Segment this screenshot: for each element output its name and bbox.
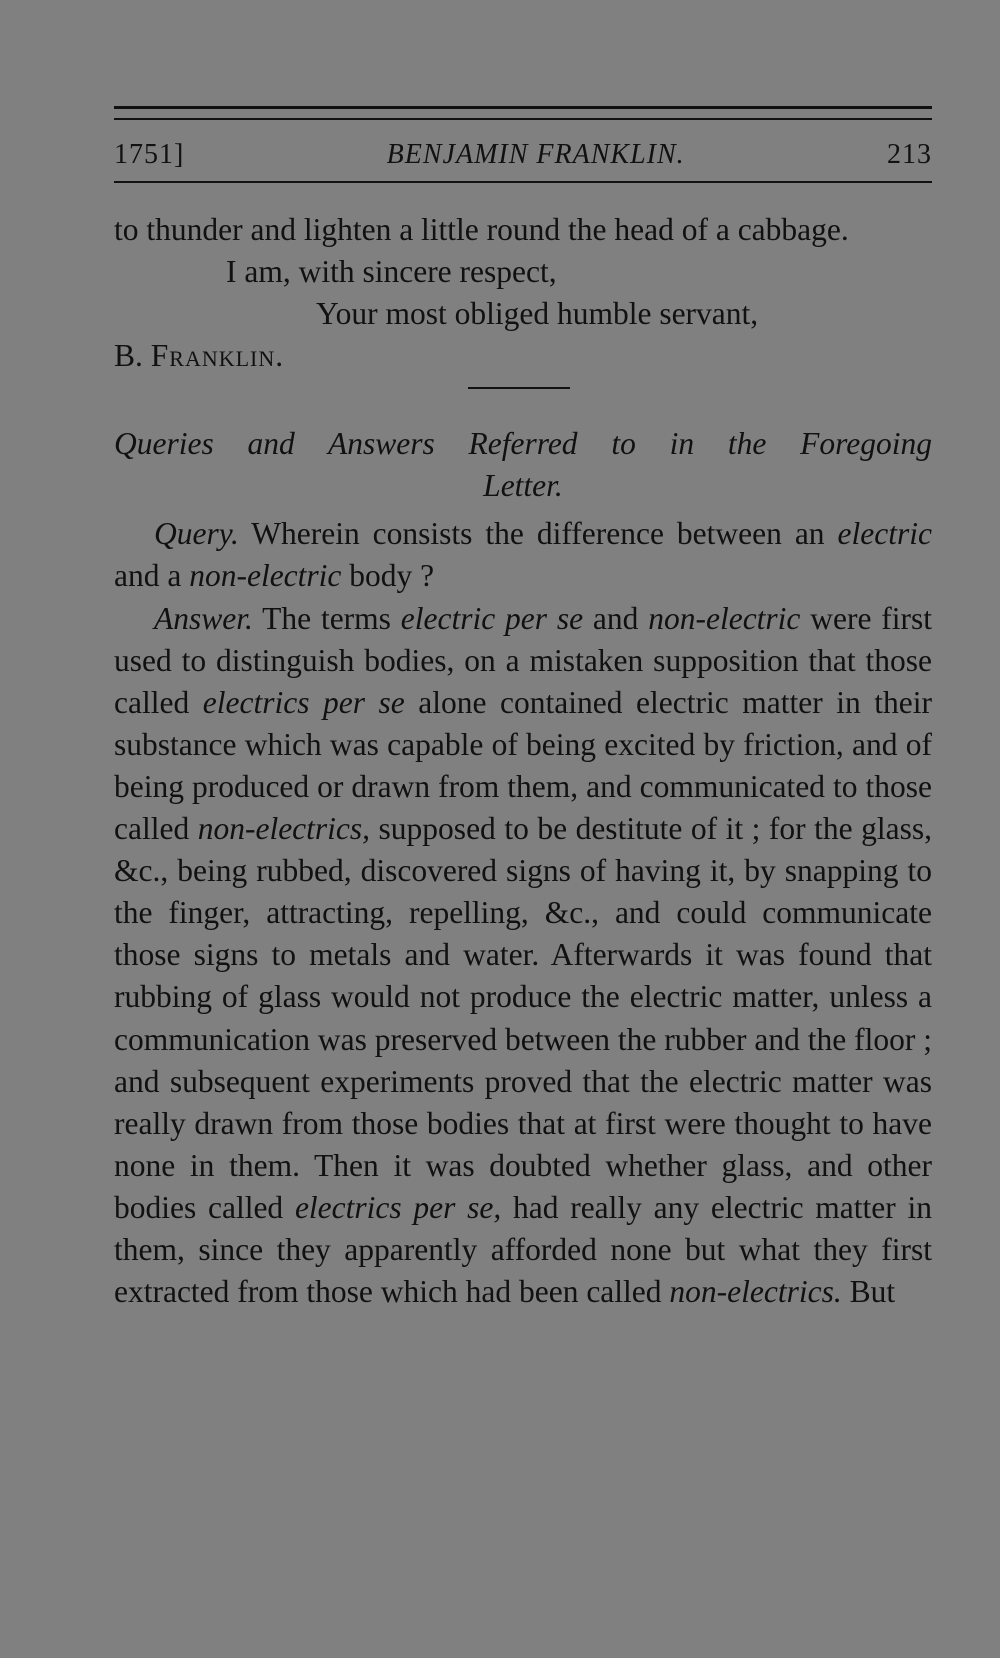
answer-text: But (841, 1274, 896, 1310)
section-heading-line2: Letter. (483, 468, 563, 504)
page-number: 213 (887, 139, 932, 170)
answer-paragraph (114, 598, 932, 1314)
answer-text: and (583, 600, 649, 636)
header-title: BENJAMIN FRANKLIN. (386, 139, 685, 170)
answer-italic: electrics per se, (294, 1189, 502, 1225)
page-body (114, 209, 932, 1313)
query-label: Query. (154, 516, 239, 552)
query-text: Wherein consists the difference between an (238, 516, 838, 552)
book-page (114, 106, 932, 1313)
answer-text: The terms (252, 600, 401, 636)
running-header (114, 139, 932, 177)
answer-text: supposed to be destitute of it ; for the glass, &c., being rubbed, discovered signs of having it, by snapping to the finger, attracting, repelling, &c., and could communicate those signs to metals and water. Afterwards it was found that rubbing of glass would not produce the electric matter, unless a communication was preserved between the rubber and the floor ; and subsequent experiments proved that the electric matter was really drawn from those bodies that at first were thought to have none in them. Then it was doubted whether glass, and other bodies called (114, 811, 932, 1225)
answer-italic: non-electric (648, 600, 801, 636)
section-separator (468, 387, 570, 389)
query-italic: non-electric (189, 558, 342, 594)
query-text: and a (114, 558, 190, 594)
signature-initial: B. (114, 338, 151, 374)
letter-closing-line2: Your most obliged humble servant, (316, 296, 759, 332)
answer-text: were first used to distinguish bodies, on a mistaken supposition that those called (114, 600, 933, 720)
header-year: 1751] (114, 139, 185, 170)
answer-italic: electrics per se (202, 684, 405, 720)
answer-italic: non-electrics, (197, 811, 371, 847)
answer-italic: electric per se (400, 600, 584, 636)
header-rule (114, 181, 932, 183)
section-heading (114, 423, 932, 507)
section-heading-line1: Queries and Answers Referred to in the Foregoing (114, 426, 932, 462)
answer-label: Answer. (154, 600, 253, 636)
letter-end-text: to thunder and lighten a little round the head of a cabbage. (114, 212, 849, 247)
answer-text: alone contained electric matter in their substance which was capable of being excited by friction, and of being produced or drawn from them, and communicated to those called (114, 684, 933, 847)
top-rule-second (114, 118, 932, 120)
query-paragraph (114, 513, 932, 597)
query-text: body ? (341, 558, 435, 594)
answer-text: had really any electric matter in them, since they apparently afforded none but what they first extracted from those which had been called (114, 1189, 932, 1310)
query-italic: electric (837, 516, 932, 552)
top-rule (114, 106, 932, 109)
answer-italic: non-electrics. (669, 1274, 842, 1310)
letter-signature (114, 335, 932, 377)
signature-name: Franklin. (150, 338, 285, 374)
letter-closing-line1: I am, with sincere respect, (226, 254, 557, 290)
